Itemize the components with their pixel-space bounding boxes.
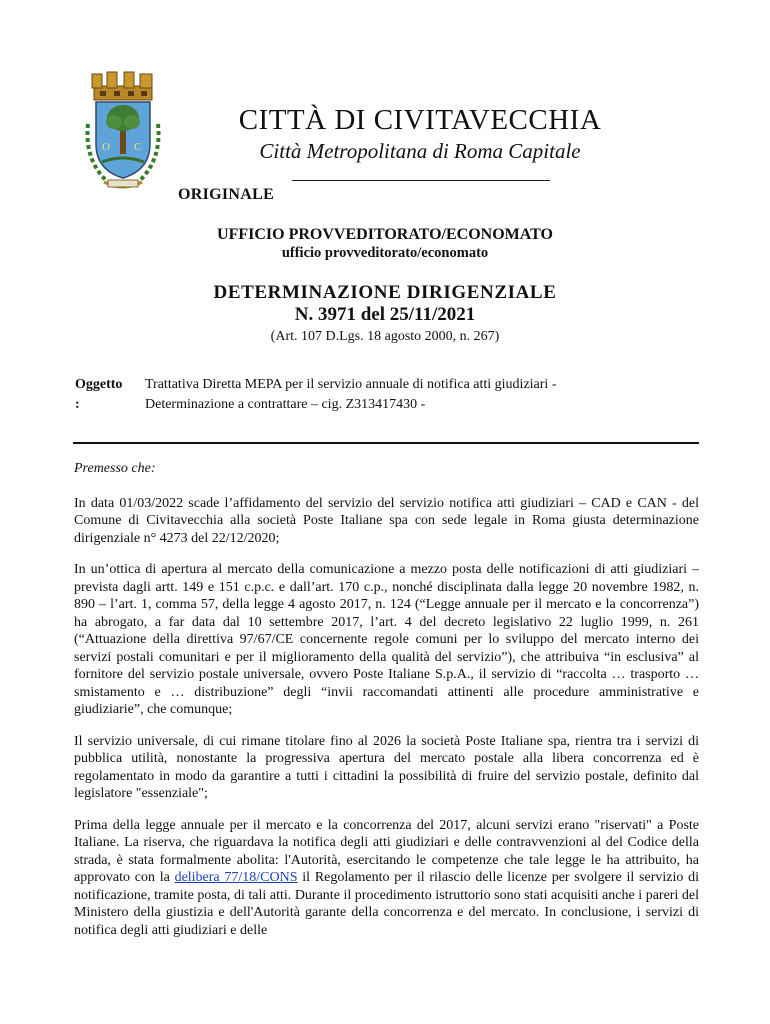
law-reference: (Art. 107 D.Lgs. 18 agosto 2000, n. 267)	[270, 329, 500, 344]
delibera-link[interactable]: delibera 77/18/CONS	[174, 870, 298, 885]
svg-text:C: C	[134, 141, 142, 153]
oggetto-line-2: Determinazione a contrattare – cig. Z313417430 -	[145, 397, 426, 412]
office-block	[90, 225, 680, 263]
paragraph-4-end: il Regolamento per il rilascio delle licenze per svolgere il servizio di notificazione, tramite posta, di tali atti. Durante il procedimento istruttorio sono stati acquisiti anche i pareri del Ministero della giustizia e dell'Autorità garante della concorrenza e del mercato. In conclusione, i servizi di notifica degli atti giudiziari e delle	[74, 870, 699, 938]
originale-label: ORIGINALE	[178, 186, 275, 203]
section-divider	[73, 442, 699, 444]
premesso-heading: Premesso che:	[74, 461, 156, 476]
oggetto-label	[75, 375, 135, 415]
svg-text:O: O	[102, 141, 110, 153]
paragraph-1: In data 01/03/2022 scade l’affidamento del servizio del servizio notifica atti giudiziari – CAD e CAN - del Comune di Civitavecchia alla società Poste Italiane spa con sede legale in Roma giusta determinazione dirigenziale n° 4273 del 22/12/2020;	[74, 495, 699, 546]
oggetto-line-1: Trattativa Diretta MEPA per il servizio annuale di notifica atti giudiziari -	[145, 377, 557, 392]
oggetto-text	[145, 375, 705, 415]
paragraph-3: Il servizio universale, di cui rimane titolare fino al 2026 la società Poste Italiane spa, rientra tra i servizi di pubblica utilità, nonostante la progressiva apertura del mercato postale alla libera concorrenza ed è regolamentato in modo da garantire a tutti i cittadini la possibilità di fruire del servizio postale, definito dal legislatore "essenziale";	[74, 733, 699, 801]
oggetto-label-colon: :	[75, 397, 80, 412]
city-title: CITTÀ DI CIVITAVECCHIA	[238, 104, 602, 136]
document-body	[74, 460, 699, 953]
paragraph-4	[74, 817, 699, 940]
oggetto-label-word: Oggetto	[75, 377, 123, 392]
office-subname: ufficio provveditorato/economato	[281, 245, 489, 261]
determination-title: DETERMINAZIONE DIRIGENZIALE	[213, 282, 557, 303]
office-name: UFFICIO PROVVEDITORATO/ECONOMATO	[217, 226, 553, 243]
determination-number: N. 3971 del 25/11/2021	[294, 304, 476, 325]
paragraph-2: In un’ottica di apertura al mercato della comunicazione a mezzo posta delle notificazioni di atti giudiziari – prevista dagli artt. 149 e 151 c.p.c. e dall’art. 170 c.p., nonché disciplinata dalla legge 20 novembre 1982, n. 890 – l’art. 1, comma 57, della legge 4 agosto 2017, n. 124 (“Legge annuale per il mercato e la concorrenza”) ha abrogato, a far data dal 10 settembre 2017, l’art. 4 del decreto legislativo 22 luglio 1999, n. 261 (“Attuazione della direttiva 97/67/CE concernente regole comuni per lo sviluppo del mercato interno dei servizi postali comunitari e per il miglioramento della qualità del servizio”), che attribuiva “in esclusiva” al fornitore del servizio postale universale, ovvero Poste Italiane S.p.A., il servizio di “raccolta … trasporto … smistamento e … distribuzione” degli “invii raccomandati attinenti alle procedure amministrative e giudiziarie”, che comunque;	[74, 562, 699, 717]
city-subtitle: Città Metropolitana di Roma Capitale	[259, 139, 581, 163]
title-divider	[292, 180, 550, 181]
crown-icon	[92, 72, 152, 100]
paragraph-4-start: Prima della legge annuale per il mercato e la concorrenza del 2017, alcuni servizi erano "riservati" a Poste Italiane. La riserva, che riguardava la notifica degli atti giudiziari e delle contravvenzioni al del Codice della strada, è stata formalmente abolita: l'Autorità, esercitando le competenze che tale legge le ha attribuito, ha approvato con la	[74, 817, 699, 885]
city-crest-logo	[80, 66, 166, 196]
determination-block	[90, 282, 680, 345]
